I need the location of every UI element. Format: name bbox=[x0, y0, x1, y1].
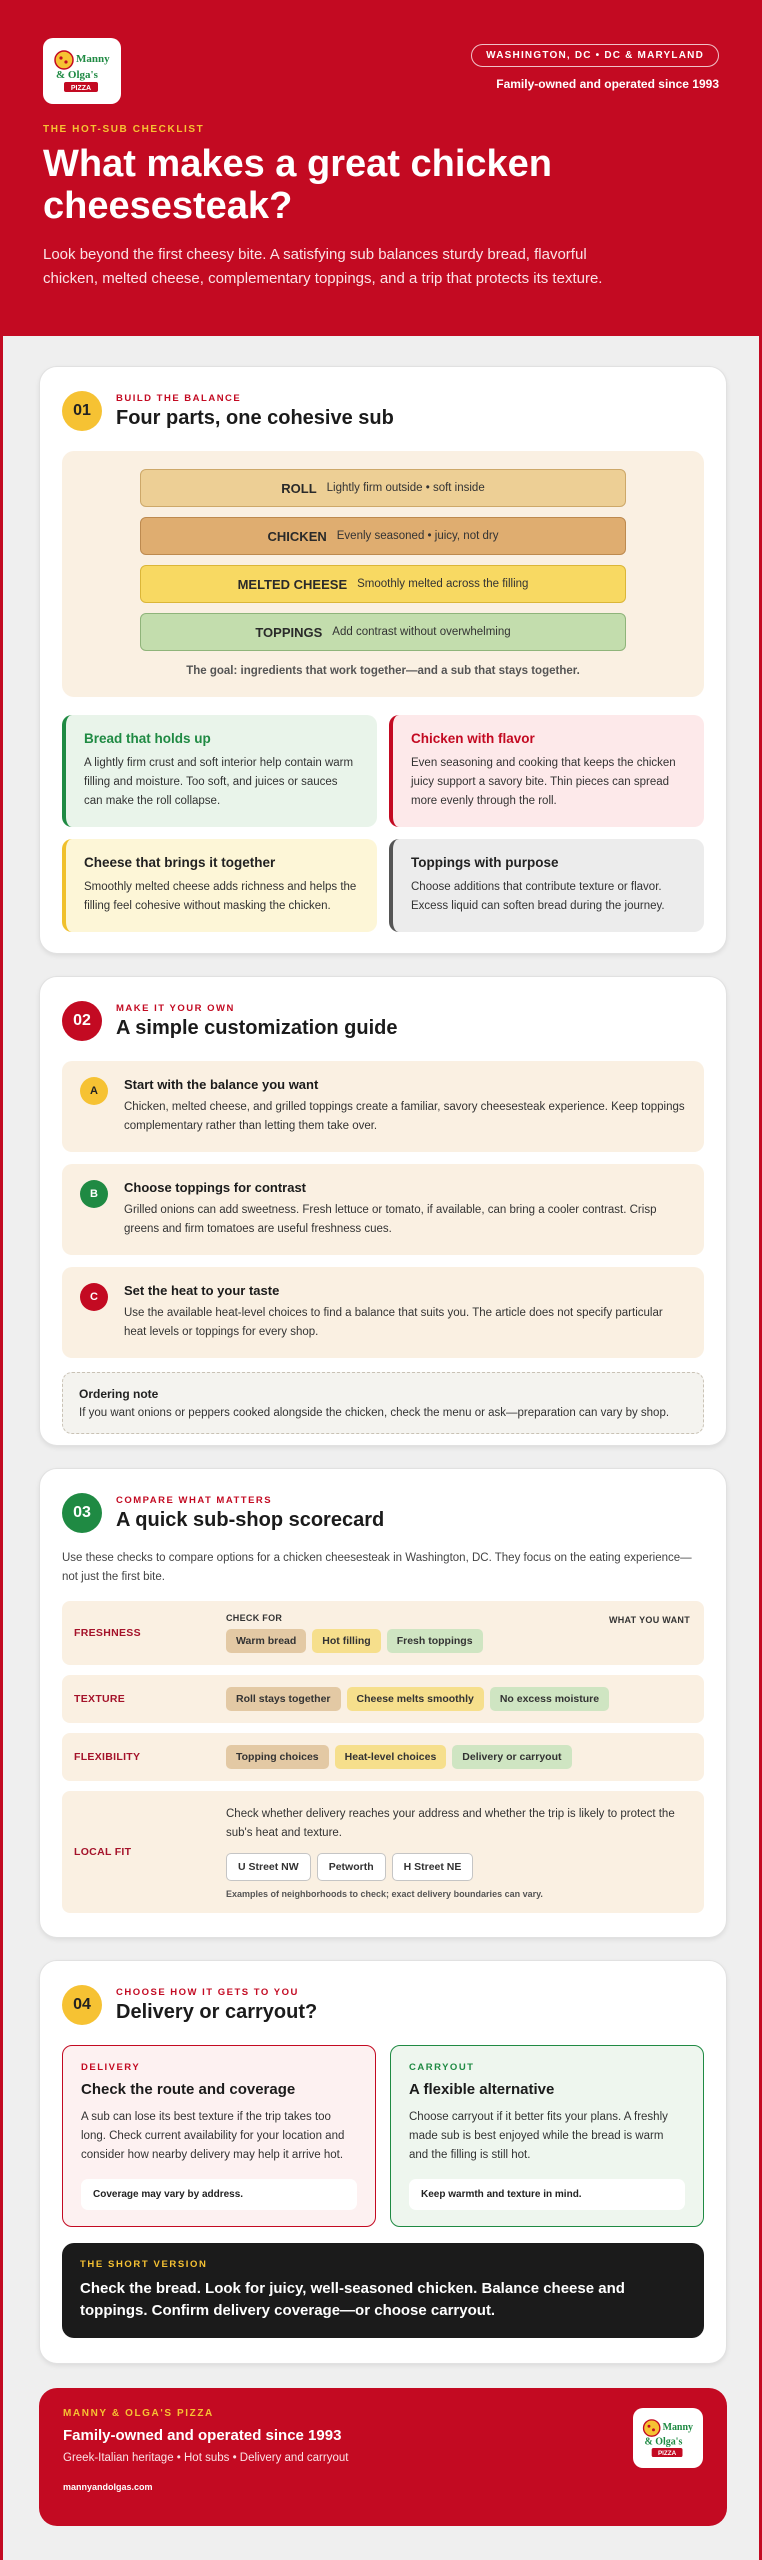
section-title: A simple customization guide bbox=[116, 1016, 398, 1039]
step-text: Grilled onions can add sweetness. Fresh lettuce or tomato, if available, can bring a cooler contrast. Crisp greens and firm tomatoes are useful freshness cues. bbox=[124, 1204, 657, 1235]
section-number: 04 bbox=[62, 1985, 102, 2025]
section-build-balance bbox=[39, 366, 727, 954]
footer-kicker: MANNY & OLGA'S PIZZA bbox=[63, 2408, 214, 2419]
step-title: Choose toppings for contrast bbox=[124, 1180, 306, 1195]
goal-note: The goal: ingredients that work together—and a sub that stays together. bbox=[186, 665, 580, 677]
hero bbox=[3, 0, 759, 336]
footer-link[interactable]: mannyandolgas.com bbox=[63, 2482, 153, 2492]
layer-toppings: TOPPINGS Add contrast without overwhelming bbox=[140, 613, 626, 651]
section-kicker: BUILD THE BALANCE bbox=[116, 392, 242, 404]
step-title: Start with the balance you want bbox=[124, 1077, 319, 1092]
step-badge: C bbox=[80, 1283, 108, 1311]
hero-eyebrow: THE HOT-SUB CHECKLIST bbox=[43, 124, 205, 135]
card-title: A flexible alternative bbox=[409, 2081, 555, 2098]
ordering-note bbox=[62, 1372, 704, 1434]
brand-logo[interactable] bbox=[43, 38, 121, 104]
layer-cheese: MELTED CHEESE Smoothly melted across the filling bbox=[140, 565, 626, 603]
local-fit-text: Check whether delivery reaches your address and whether the trip is likely to protect the sub's heat and texture. bbox=[226, 1808, 675, 1839]
svg-text:Manny: Manny bbox=[662, 2421, 693, 2433]
footer bbox=[39, 2388, 727, 2526]
card-kicker: CARRYOUT bbox=[409, 2062, 475, 2073]
row-label: FRESHNESS bbox=[74, 1627, 141, 1639]
card-text: Choose carryout if it better fits your plans. A freshly made sub is best enjoyed while the bread is warm and the filling is still hot. bbox=[409, 2111, 668, 2161]
chip: No excess moisture bbox=[490, 1687, 609, 1711]
chip: Fresh toppings bbox=[387, 1629, 483, 1653]
card-bread: Bread that holds up A lightly firm crust and soft interior help contain warm filling and moisture. Too soft, and juices or sauces can make the roll collapse. bbox=[62, 715, 377, 827]
svg-text:& Olga's: & Olga's bbox=[56, 69, 98, 81]
card-cheese: Cheese that brings it together Smoothly melted cheese adds richness and helps the filling feel cohesive without masking the chicken. bbox=[62, 839, 377, 932]
neighborhood-chip: H Street NE bbox=[392, 1853, 474, 1881]
pizza-logo-icon bbox=[50, 46, 114, 96]
svg-text:PIZZA: PIZZA bbox=[70, 85, 92, 92]
row-local-fit bbox=[62, 1791, 704, 1913]
section-kicker: COMPARE WHAT MATTERS bbox=[116, 1494, 273, 1506]
tagline: Family-owned and operated since 1993 bbox=[496, 77, 719, 91]
row-label: LOCAL FIT bbox=[74, 1846, 132, 1858]
footer-title: Family-owned and operated since 1993 bbox=[63, 2427, 342, 2444]
svg-text:Manny: Manny bbox=[76, 53, 110, 65]
note-title: Ordering note bbox=[79, 1387, 159, 1401]
layer-chicken: CHICKEN Evenly seasoned • juicy, not dry bbox=[140, 517, 626, 555]
section-customization bbox=[39, 976, 727, 1446]
row-label: FLEXIBILITY bbox=[74, 1751, 141, 1763]
row-label: TEXTURE bbox=[74, 1693, 126, 1705]
sub-layer-diagram bbox=[62, 451, 704, 697]
step-a bbox=[62, 1061, 704, 1152]
section-delivery-carryout bbox=[39, 1960, 727, 2364]
chip: Cheese melts smoothly bbox=[347, 1687, 484, 1711]
hero-intro: Look beyond the first cheesy bite. A satisfying sub balances sturdy bread, flavorful chicken, melted cheese, complementary toppings, and a trip that protects its texture. bbox=[43, 246, 603, 287]
step-badge: A bbox=[80, 1077, 108, 1105]
neighborhood-chip: Petworth bbox=[317, 1853, 386, 1881]
section-kicker: MAKE IT YOUR OWN bbox=[116, 1002, 235, 1014]
row-flexibility bbox=[62, 1733, 704, 1781]
card-note: Keep warmth and texture in mind. bbox=[409, 2179, 685, 2210]
step-b bbox=[62, 1164, 704, 1255]
neighborhood-chip: U Street NW bbox=[226, 1853, 311, 1881]
chip: Hot filling bbox=[312, 1629, 380, 1653]
layer-roll: ROLL Lightly firm outside • soft inside bbox=[140, 469, 626, 507]
section-number: 01 bbox=[62, 391, 102, 431]
section-title: Delivery or carryout? bbox=[116, 2000, 318, 2023]
section-title: A quick sub-shop scorecard bbox=[116, 1508, 385, 1531]
row-freshness bbox=[62, 1601, 704, 1665]
neighborhood-note: Examples of neighborhoods to check; exact delivery boundaries can vary. bbox=[226, 1889, 543, 1899]
chip: Roll stays together bbox=[226, 1687, 341, 1711]
card-toppings: Toppings with purpose Choose additions that contribute texture or flavor. Excess liquid can soften bread during the journey. bbox=[389, 839, 704, 932]
section-scorecard bbox=[39, 1468, 727, 1938]
section-number: 02 bbox=[62, 1001, 102, 1041]
step-text: Use the available heat-level choices to find a balance that suits you. The article does not specify particular heat levels or toppings for every shop. bbox=[124, 1307, 663, 1338]
footer-sub: Greek-Italian heritage • Hot subs • Delivery and carryout bbox=[63, 2452, 349, 2464]
step-text: Chicken, melted cheese, and grilled toppings create a familiar, savory cheesesteak experience. Keep toppings complementary rather than letting them take over. bbox=[124, 1101, 685, 1132]
step-c bbox=[62, 1267, 704, 1358]
step-badge: B bbox=[80, 1180, 108, 1208]
chip: Topping choices bbox=[226, 1745, 329, 1769]
card-title: Check the route and coverage bbox=[81, 2081, 296, 2098]
step-title: Set the heat to your taste bbox=[124, 1283, 280, 1298]
section-title: Four parts, one cohesive sub bbox=[116, 406, 394, 429]
section-number: 03 bbox=[62, 1493, 102, 1533]
chip: Heat-level choices bbox=[335, 1745, 447, 1769]
short-version bbox=[62, 2243, 704, 2338]
chip: Delivery or carryout bbox=[452, 1745, 571, 1769]
page-title: What makes a great chicken cheesesteak? bbox=[43, 143, 552, 227]
delivery-card bbox=[62, 2045, 376, 2227]
svg-text:PIZZA: PIZZA bbox=[657, 2450, 677, 2458]
col-what-you-want: WHAT YOU WANT bbox=[608, 1615, 690, 1625]
chip: Warm bread bbox=[226, 1629, 306, 1653]
card-text: A sub can lose its best texture if the trip takes too long. Check current availability for your location and consider how nearby delivery may help it arrive hot. bbox=[81, 2111, 345, 2161]
card-chicken: Chicken with flavor Even seasoning and cooking that keeps the chicken juicy support a savory bite. Thin pieces can spread more evenly through the roll. bbox=[389, 715, 704, 827]
col-check-for: CHECK FOR bbox=[226, 1613, 283, 1623]
footer-logo[interactable] bbox=[633, 2408, 703, 2468]
row-texture bbox=[62, 1675, 704, 1723]
note-text: If you want onions or peppers cooked alongside the chicken, check the menu or ask—preparation can vary by shop. bbox=[79, 1407, 670, 1419]
card-kicker: DELIVERY bbox=[81, 2062, 141, 2073]
short-kicker: THE SHORT VERSION bbox=[80, 2259, 208, 2270]
carryout-card bbox=[390, 2045, 704, 2227]
scorecard-intro: Use these checks to compare options for a chicken cheesesteak in Washington, DC. They focus on the eating experience—not just the first bite. bbox=[62, 1552, 692, 1583]
pizza-logo-icon bbox=[639, 2415, 697, 2461]
short-text: Check the bread. Look for juicy, well-seasoned chicken. Balance cheese and toppings. Confirm delivery coverage—or choose carryout. bbox=[80, 2280, 625, 2319]
section-kicker: CHOOSE HOW IT GETS TO YOU bbox=[116, 1986, 299, 1998]
card-note: Coverage may vary by address. bbox=[81, 2179, 357, 2210]
location-pill: WASHINGTON, DC • DC & MARYLAND bbox=[471, 44, 719, 67]
svg-text:& Olga's: & Olga's bbox=[644, 2436, 683, 2448]
